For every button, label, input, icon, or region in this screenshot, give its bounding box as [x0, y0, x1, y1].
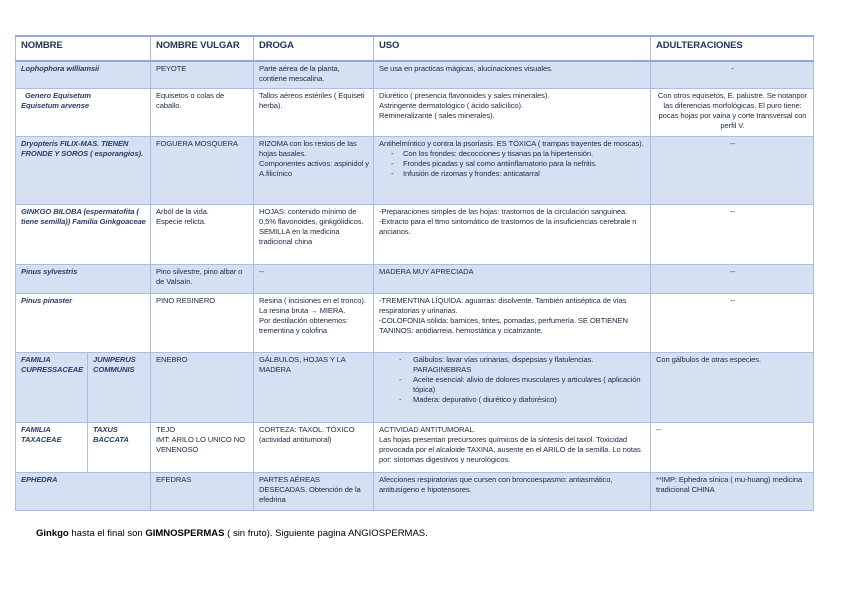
cell-droga: Parte aérea de la planta, contiene mescalina. [254, 61, 374, 88]
cell-uso [374, 88, 651, 136]
cell-adulteraciones: -- [651, 136, 814, 204]
gymnosperm-table [15, 35, 814, 511]
uso-intro: Antihelmíntico y contra la psoríasis. ES TÓXICA ( trampas trayentes de moscas). [379, 138, 644, 148]
cell-adulteraciones: -- [651, 293, 814, 352]
cell-adulteraciones: -- [651, 264, 814, 293]
cell-adulteraciones: -- [651, 204, 814, 264]
header-adulteraciones: ADULTERACIONES [651, 36, 814, 61]
uso-line: -Extracto para el ttmo sintomático de trastornos de la insuficiencias cerebrale n ancianos. [379, 216, 637, 236]
uso-bullet: - Aceite esencial: alivio de dolores musculares y articulares ( aplicación tópica) [413, 375, 646, 395]
uso-line: -TREMENTINA LÍQUIDA: aguarras: disolvente. También antiséptica de vías respiratorias y urinarias. [379, 295, 627, 315]
table-row [16, 204, 814, 264]
droga-line: SEMILLA en la medicina tradicional china [259, 226, 340, 247]
uso-bullet: - Frondes picadas y sal como antiinflamatorio para la nefritis. [403, 159, 646, 169]
table-row [16, 264, 814, 293]
cell-droga: GÁLBULOS, HOJAS Y LA MADERA [254, 352, 374, 422]
droga-line: Componentes activos: aspinidol y A.filicínico [259, 158, 369, 179]
uso-bullet: - Madera: depurativo ( diurético y diaforésico) [413, 395, 646, 405]
cell-uso: MADERA MUY APRECIADA [374, 264, 651, 293]
cell-familia: FAMILIA CUPRESSACEAE [16, 352, 88, 422]
cell-droga [254, 136, 374, 204]
footer-bold-ginkgo: Ginkgo [36, 528, 69, 539]
cell-vulgar [151, 204, 254, 264]
uso-line: Astringente dermatológico ( ácido salicílico). [379, 100, 523, 110]
cell-droga: -- [254, 264, 374, 293]
cell-droga: PARTES AÉREAS DESECADAS. Obtención de la efedrina [254, 472, 374, 510]
cell-adulteraciones: -- [651, 422, 814, 472]
cell-vulgar: EFEDRAS [151, 472, 254, 510]
uso-line: Remineralizante ( sales minerales). [379, 110, 495, 120]
uso-line: Diurético ( presencia flavonoides y sales minerales). [379, 90, 550, 100]
droga-line: RIZOMA con los restos de las hojas basales. [259, 138, 357, 158]
table-row [16, 293, 814, 352]
cell-nombre: EPHEDRA [16, 472, 151, 510]
cell-vulgar: ENEBRO [151, 352, 254, 422]
cell-uso [374, 293, 651, 352]
header-droga: DROGA [254, 36, 374, 61]
cell-droga: CORTEZA: TAXOL. TÓXICO (actividad antitumoral) [254, 422, 374, 472]
cell-adulteraciones: Con otros equisetos, E. palustre. Se notanpor las diferencias morfológicas. El puro tiene: pocas hojas por vaina y corte transversal con perfil V. [651, 88, 814, 136]
cell-nombre [16, 88, 151, 136]
footer-bold-gimnospermas: GIMNOSPERMAS [145, 528, 225, 539]
cell-especie: TAXUS BACCATA [88, 422, 151, 472]
uso-bullet: - Gálbulos: lavar vías urinarias, dispepsias y flatulencias. PARAGINEBRAS [413, 355, 646, 375]
cell-uso [374, 352, 651, 422]
cell-uso [374, 136, 651, 204]
footer-note [36, 528, 428, 539]
cell-uso: Afecciones respiratorias que cursen con broncoespasmo: antiasmático, antitusígeno e hipotensores. [374, 472, 651, 510]
footer-text: ( sin fruto). Siguiente pagina ANGIOSPERMAS. [224, 528, 428, 539]
table-row [16, 422, 814, 472]
vulgar-line: Arból de la vida. [156, 206, 209, 216]
droga-line: Resina ( incisiones en el tronco). La resina bruta → MIERA. [259, 295, 366, 315]
table-row [16, 61, 814, 88]
footer-text: hasta el final son [68, 528, 146, 539]
droga-line: Por destilación obtenemos: trementina y colofina [259, 315, 348, 336]
header-nombre: NOMBRE [16, 36, 151, 61]
cell-uso [374, 422, 651, 472]
nombre-line: Genero Equisetum [25, 90, 91, 100]
header-row [16, 36, 814, 61]
nombre-line: Equisetum arvense [21, 100, 89, 110]
cell-nombre: GINKGO BILOBA (espermatofita ( tiene semilla)) Familia Ginkgoaceae [16, 204, 151, 264]
uso-line: -Preparaciones simples de las hojas: trastornos de la circulación sanguinea. [379, 206, 628, 216]
cell-vulgar [151, 422, 254, 472]
uso-bullet: - Con los frondes: decocciones y tisanas pa la hipertensión. [403, 149, 646, 159]
uso-line: -COLOFONIA sólida: barnices, tintes, pomadas, perfumería. SE OBTIENEN TANINOS: antidiarreia, hemostática y cicatrizante. [379, 315, 628, 336]
cell-adulteraciones: **IMP: Ephedra sínica ( mu-huang) medicina tradicional CHINA [651, 472, 814, 510]
cell-nombre: Lophophora williamsii [16, 61, 151, 88]
cell-vulgar: PEYOTE [151, 61, 254, 88]
cell-nombre: Pinus sylvestris [16, 264, 151, 293]
table-row [16, 352, 814, 422]
cell-uso: Se usa en practicas mágicas, alucinaciones visuales. [374, 61, 651, 88]
cell-adulteraciones: - [651, 61, 814, 88]
cell-droga [254, 293, 374, 352]
header-uso: USO [374, 36, 651, 61]
table-row [16, 88, 814, 136]
cell-especie: JUNIPERUS COMMUNIS [88, 352, 151, 422]
uso-line: ACTIVIDAD ANTITUMORAL. [379, 424, 476, 434]
table-row [16, 472, 814, 510]
droga-line: HOJAS: contenido mínimo de 0,5% flavonoides, ginkgólidicos. [259, 206, 364, 226]
uso-bullet: - Infusión de rizomas y frondes: anticatarral [403, 169, 646, 179]
header-nombre-vulgar: NOMBRE VULGAR [151, 36, 254, 61]
cell-vulgar: Pino silvestre, pino albar o de Valsaín. [151, 264, 254, 293]
vulgar-line: TEJO [156, 424, 176, 434]
table-row [16, 136, 814, 204]
vulgar-line: IMT: ARILO LO UNICO NO VENENOSO [156, 434, 245, 454]
cell-uso [374, 204, 651, 264]
cell-adulteraciones: Con gálbulos de otras especies. [651, 352, 814, 422]
cell-vulgar: Equisetos o colas de caballo. [151, 88, 254, 136]
cell-droga: Tallos aéreos estériles ( Equiseti herba). [254, 88, 374, 136]
vulgar-line: Especie relicta. [156, 216, 206, 226]
cell-vulgar: FOGUERA MOSQUERA [151, 136, 254, 204]
cell-droga [254, 204, 374, 264]
uso-line: Las hojas presentan precursores químicos de la síntesis del taxol. Toxicidad provocada por el alcaloide TAXINA, ausente en el ARILO de la semilla. Lo notas por: síntomas digestivos y neurológicos. [379, 434, 641, 465]
cell-nombre: Dryopteris FILIX-MAS. TIENEN FRONDE Y SOROS ( esporangios). [16, 136, 151, 204]
cell-vulgar: PINO RESINERO [151, 293, 254, 352]
cell-nombre: Pinus pinaster [16, 293, 151, 352]
cell-familia: FAMILIA TAXACEAE [16, 422, 88, 472]
